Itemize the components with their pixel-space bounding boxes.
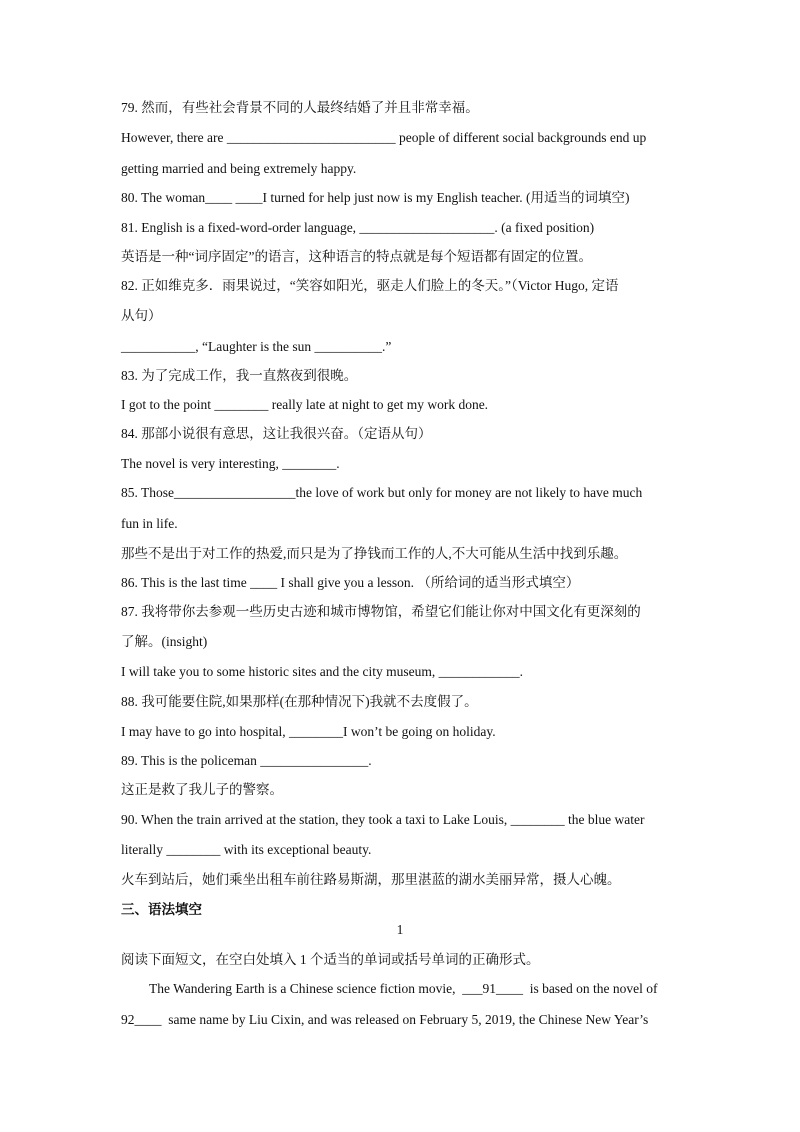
question-79-english-cont: getting married and being extremely happy. <box>121 161 357 176</box>
question-80: 80. The woman____ ____I turned for help just now is my English teacher. (用适当的词填空) <box>121 190 630 205</box>
page-number: 1 <box>396 922 404 937</box>
question-89-chinese: 这正是救了我儿子的警察。 <box>121 782 283 797</box>
question-85-cont: fun in life. <box>121 516 178 531</box>
question-90-cont: literally ________ with its exceptional beauty. <box>121 842 372 857</box>
question-82: 82. 正如维克多．雨果说过，“笑容如阳光，驱走人们脸上的冬天。”（Victor Hugo, 定语 <box>121 278 619 293</box>
question-84: 84. 那部小说很有意思，这让我很兴奋。（定语从句） <box>121 426 432 441</box>
passage-line-1: The Wandering Earth is a Chinese science fiction movie, ___91____ is based on the novel of <box>149 981 658 996</box>
question-82-cont: 从句） <box>121 308 162 323</box>
question-79-english: However, there are _________________________ people of different social backgrounds end up <box>121 130 647 145</box>
question-88: 88. 我可能要住院,如果那样(在那种情况下)我就不去度假了。 <box>121 694 478 709</box>
question-87-cont: 了解。(insight) <box>121 634 208 649</box>
question-85: 85. Those__________________the love of work but only for money are not likely to have much <box>121 485 643 500</box>
question-89: 89. This is the policeman ________________. <box>121 753 372 768</box>
section-title: 三、语法填空 <box>121 902 202 917</box>
question-90-chinese: 火车到站后，她们乘坐出租车前往路易斯湖，那里湛蓝的湖水美丽异常，摄人心魄。 <box>121 872 621 887</box>
question-79-chinese: 79. 然而，有些社会背景不同的人最终结婚了并且非常幸福。 <box>121 100 479 115</box>
question-83-english: I got to the point ________ really late at night to get my work done. <box>121 397 489 412</box>
question-84-english: The novel is very interesting, ________. <box>121 456 340 471</box>
question-88-english: I may have to go into hospital, ________I won’t be going on holiday. <box>121 724 496 739</box>
question-85-chinese: 那些不是出于对工作的热爱,而只是为了挣钱而工作的人,不大可能从生活中找到乐趣。 <box>121 546 628 561</box>
passage-line-2: 92____ same name by Liu Cixin, and was released on February 5, 2019, the Chinese New Year’s <box>121 1012 649 1027</box>
question-81-chinese: 英语是一种“词序固定”的语言，这种语言的特点就是每个短语都有固定的位置。 <box>121 249 592 264</box>
question-90: 90. When the train arrived at the station, they took a taxi to Lake Louis, ________ the blue water <box>121 812 645 827</box>
question-81: 81. English is a fixed-word-order language, ____________________. (a fixed position) <box>121 220 595 235</box>
question-83: 83. 为了完成工作，我一直熬夜到很晚。 <box>121 368 358 383</box>
question-86: 86. This is the last time ____ I shall give you a lesson. （所给词的适当形式填空） <box>121 575 580 590</box>
instructions: 阅读下面短文，在空白处填入 1 个适当的单词或括号单词的正确形式。 <box>121 952 540 967</box>
question-87: 87. 我将带你去参观一些历史古迹和城市博物馆，希望它们能让你对中国文化有更深刻的 <box>121 604 641 619</box>
question-87-english: I will take you to some historic sites and the city museum, ____________. <box>121 664 523 679</box>
question-82-english: ___________, “Laughter is the sun __________.” <box>121 339 392 354</box>
